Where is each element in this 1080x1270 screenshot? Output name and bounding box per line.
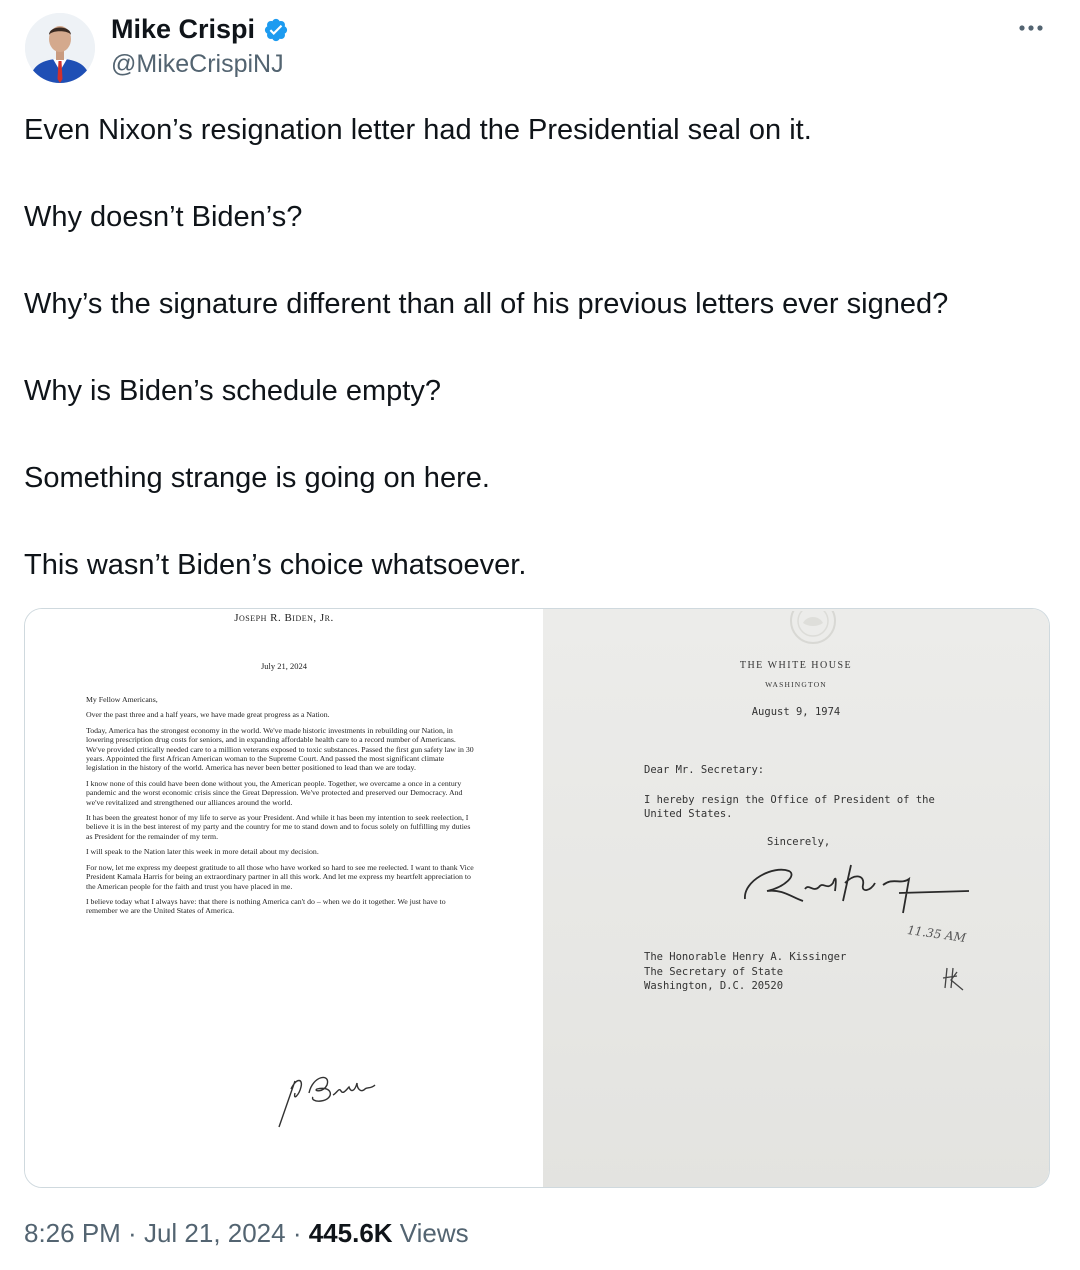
biden-letterhead: Joseph R. Biden, Jr. [234,612,334,624]
author-handle[interactable]: @MikeCrispiNJ [111,50,284,78]
nixon-closing: Sincerely, [767,836,831,848]
nixon-recipient-address [644,950,846,994]
biden-letter-paragraph: I will speak to the Nation later this week in more detail about my decision. [86,847,319,857]
biden-letter-date: July 21, 2024 [260,661,308,671]
presidential-seal-icon [781,611,845,645]
media-image[interactable] [24,608,1050,1188]
address-line: The Honorable Henry A. Kissinger [644,951,847,963]
separator-dot: · [120,1218,144,1248]
tweet-paragraph: Why’s the signature different than all of his previous letters ever signed? [24,288,949,320]
tweet-paragraph: Why doesn’t Biden’s? [24,201,303,233]
biden-letter-paragraph: My Fellow Americans, [86,695,158,704]
biden-letter-paragraph: I know none of this could have been done without you, the American people. Together, we overcame a once in a century pandemic and the worst economic crisis since the Great Depression. We've protected and preserved our Democracy. And we've revitalized and strengthened our alliances around the world. [86,778,463,807]
tweet-date[interactable]: Jul 21, 2024 [143,1218,286,1248]
verified-badge-icon [263,17,289,43]
views-label: Views [392,1218,469,1248]
nixon-signature [733,847,983,917]
biden-letter [25,609,543,1187]
biden-letter-paragraph: For now, let me express my deepest gratitude to all those who have worked so hard to see me reelected. I want to thank Vice President Kamala Harris for being an extraordinary partner in all this work. And let me express my heartfelt appreciation to the American people for the faith and trust you have placed in me. [86,862,474,891]
biden-letter-paragraph: I believe today what I always have: that there is nothing America can't do – when we do it together. We just have to remember we are the United States of America. [86,896,446,916]
handwritten-initials [941,964,971,992]
nixon-salutation: Dear Mr. Secretary: [644,764,765,776]
separator-dot: · [285,1218,309,1248]
address-line: The Secretary of State [644,965,784,978]
biden-letter-paragraph: Over the past three and a half years, we have made great progress as a Nation. [86,710,330,720]
nixon-letterhead: THE WHITE HOUSE [739,660,853,671]
nixon-letter-date: August 9, 1974 [751,706,841,718]
biden-signature [251,1053,391,1129]
nixon-letter [543,609,1049,1187]
tweet-paragraph: Something strange is going on here. [24,462,490,494]
avatar[interactable] [25,13,95,83]
more-horizontal-icon[interactable] [1014,14,1048,42]
tweet-paragraph: Even Nixon’s resignation letter had the Presidential seal on it. [24,114,812,146]
biden-letter-paragraph: Today, America has the strongest economy in the world. We've made historic investments in rebuilding our Nation, in lowering prescription drug costs for seniors, and in expanding affordable health care to a record number of Americans. We've provided critically needed care to a million veterans exposed to toxic substances. Passed the first gun safety law in 30 years. Appointed the first African American woman to the Supreme Court. And passed the most significant climate legislation in the history of the world. America has never been better positioned to lead than we are today. [86,725,474,773]
tweet-meta [24,1218,469,1249]
tweet-time[interactable]: 8:26 PM [24,1218,121,1248]
tweet-header [0,0,1080,100]
tweet-paragraph: Why is Biden’s schedule empty? [24,375,441,407]
author-name[interactable]: Mike Crispi [111,14,256,44]
tweet-paragraph: This wasn’t Biden’s choice whatsoever. [24,549,527,581]
handwritten-time-note: 11.35 AM [906,922,967,946]
nixon-letter-body: I hereby resign the Office of President of the United States. [644,794,935,820]
tweet-text [24,112,1054,583]
biden-letter-paragraph: It has been the greatest honor of my life to serve as your President. And while it has been my intention to seek reelection, I believe it is in the best interest of my party and the country for me to stand down and to focus solely on fulfilling my duties as President for the remainder of my term. [86,813,471,841]
view-count: 445.6K [308,1218,393,1248]
address-line: Washington, D.C. 20520 [644,980,784,992]
biden-letter-body [86,695,474,922]
nixon-letterhead-location: WASHINGTON [765,680,827,689]
